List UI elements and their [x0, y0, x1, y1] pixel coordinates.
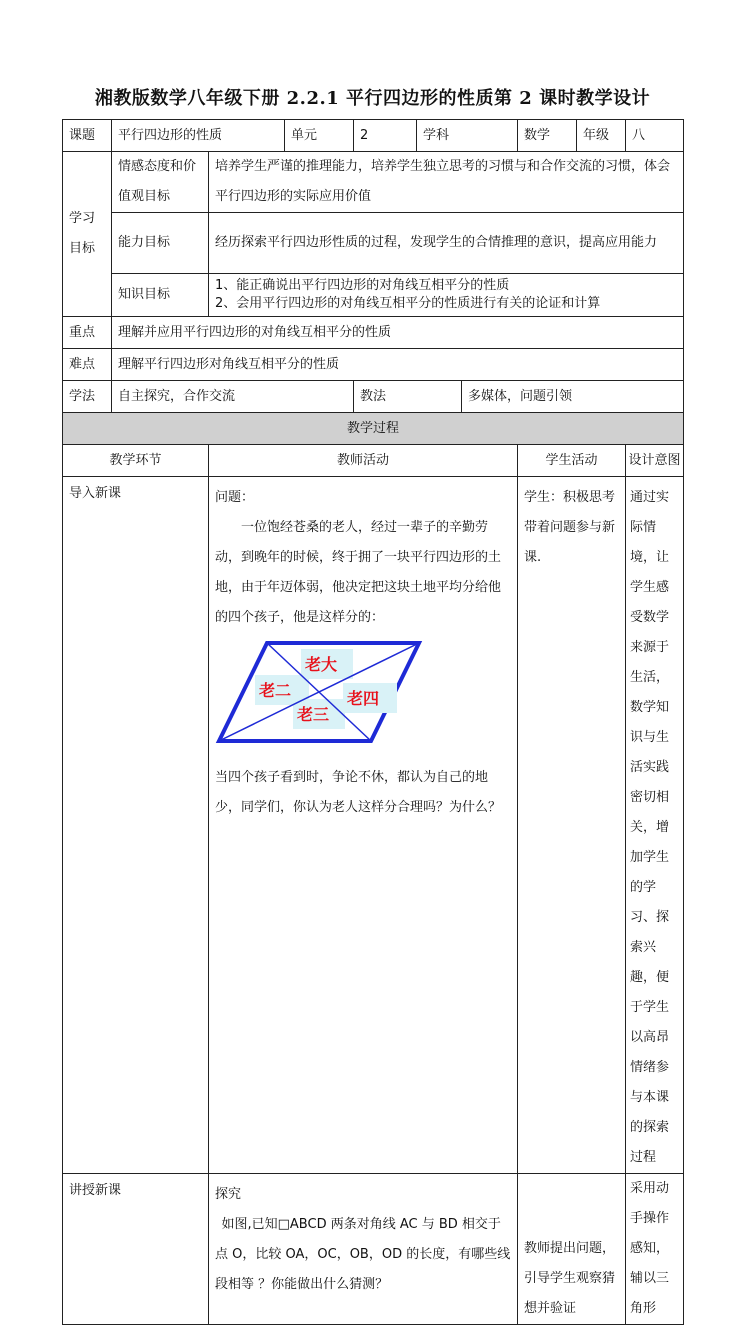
- header-stage: 教学环节: [63, 445, 209, 477]
- teach-method-value: 多媒体，问题引领: [462, 381, 684, 413]
- knowledge-item-1: 1、能正确说出平行四边形的对角线互相平分的性质: [215, 278, 510, 293]
- learn-method-label: 学法: [63, 381, 112, 413]
- header-student: 学生活动: [518, 445, 626, 477]
- label-third: 老三: [297, 705, 330, 724]
- process-header-row: [63, 445, 684, 477]
- document-title: 湘教版数学八年级下册 2.2.1 平行四边形的性质第 2 课时教学设计: [94, 88, 651, 109]
- explore-text: 如图,已知□ABCD 两条对角线 AC 与 BD 相交于点 O，比较 OA，OC，OB，OD 的长度，有哪些线段相等 ？你能做出什么猜测？: [215, 1217, 511, 1292]
- knowledge-item-2: 2、会用平行四边形的对角线互相平分的性质进行有关的论证和计算: [215, 296, 601, 311]
- teach-intent: 采用动手操作感知，辅以三角形: [626, 1174, 684, 1325]
- lesson-plan-table: [62, 119, 684, 1325]
- land-division-figure: [215, 637, 425, 757]
- teach-method-label: 教法: [354, 381, 462, 413]
- emotion-label: 情感态度和价值观目标: [112, 152, 209, 213]
- knowledge-label: 知识目标: [112, 274, 209, 317]
- teach-stage: 讲授新课: [63, 1174, 209, 1325]
- topic-label: 课题: [63, 120, 112, 152]
- intro-intent: 通过实际情境，让学生感受数学来源于生活，数学知识与生活实践密切相关，增加学生的学习、探索兴趣，便于学生以高昂情绪参与本课的探索过程: [626, 477, 684, 1174]
- parallelogram-figure: [215, 637, 425, 757]
- difficulty-label: 难点: [63, 349, 112, 381]
- key-point-label: 重点: [63, 317, 112, 349]
- subject-value: 数学: [518, 120, 577, 152]
- methods-row: [63, 381, 684, 413]
- knowledge-text: [209, 274, 684, 317]
- teach-teacher-cell: [209, 1174, 518, 1325]
- intro-teacher-cell: [209, 477, 518, 1174]
- intro-story: 一位饱经苍桑的老人，经过一辈子的辛勤劳动，到晚年的时候，终于拥了一块平行四边形的土地，由于年迈体弱，他决定把这块土地平均分给他的四个孩子，他是这样分的：: [215, 520, 502, 625]
- topic-value: 平行四边形的性质: [112, 120, 285, 152]
- label-second: 老二: [259, 681, 292, 700]
- process-section-title: 教学过程: [63, 413, 684, 445]
- difficulty-text: 理解平行四边形对角线互相平分的性质: [112, 349, 684, 381]
- objectives-label: [63, 152, 112, 317]
- label-fourth: 老四: [347, 689, 380, 708]
- intro-student: 学生：积极思考带着问题参与新课.: [518, 477, 626, 1174]
- info-row: [63, 120, 684, 152]
- difficulty-row: [63, 349, 684, 381]
- grade-value: 八: [626, 120, 684, 152]
- header-teacher: 教师活动: [209, 445, 518, 477]
- explore-label: 探究: [215, 1187, 242, 1202]
- header-intent: 设计意图: [626, 445, 684, 477]
- learn-method-value: 自主探究，合作交流: [112, 381, 354, 413]
- intro-followup: 当四个孩子看到时，争论不休，都认为自己的地少，同学们，你认为老人这样分合理吗？为什么？: [215, 770, 502, 815]
- process-section-row: [63, 413, 684, 445]
- intro-row: [63, 477, 684, 1174]
- subject-label: 学科: [417, 120, 518, 152]
- teach-row: [63, 1174, 684, 1325]
- objectives-label-line1: 学习: [69, 211, 96, 226]
- grade-label: 年级: [577, 120, 626, 152]
- key-point-text: 理解并应用平行四边形的对角线互相平分的性质: [112, 317, 684, 349]
- objective-knowledge-row: [63, 274, 684, 317]
- intro-stage: 导入新课: [63, 477, 209, 1174]
- unit-value: 2: [354, 120, 417, 152]
- objective-emotion-row: [63, 152, 684, 213]
- unit-label: 单元: [285, 120, 354, 152]
- objectives-label-line2: 目标: [69, 241, 96, 256]
- emotion-text: 培养学生严谨的推理能力，培养学生独立思考的习惯与和合作交流的习惯，体会平行四边形的实际应用价值: [209, 152, 684, 213]
- ability-text: 经历探索平行四边形性质的过程，发现学生的合情推理的意识，提高应用能力: [209, 213, 684, 274]
- intro-question-label: 问题：: [215, 490, 255, 505]
- objective-ability-row: [63, 213, 684, 274]
- label-eldest: 老大: [305, 655, 338, 674]
- teach-student: 教师提出问题，引导学生观察猜想并验证: [518, 1174, 626, 1325]
- key-point-row: [63, 317, 684, 349]
- ability-label: 能力目标: [112, 213, 209, 274]
